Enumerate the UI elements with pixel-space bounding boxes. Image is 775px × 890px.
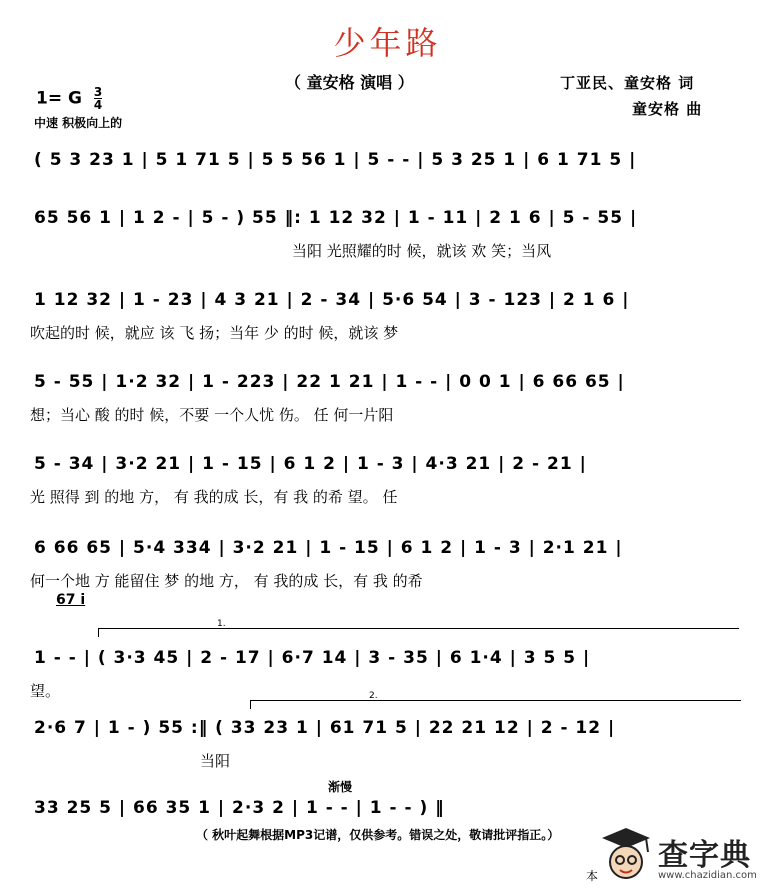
time-bottom: 4: [93, 98, 103, 112]
time-top: 3: [93, 85, 103, 99]
score-row-9-notes: 33 25 5 | 66 35 1 | 2·3 2 | 1 - - | 1 - - ) ‖: [34, 798, 445, 818]
score-row-8-notes: 2·6 7 | 1 - ) 55 :‖ ( 33 23 1 | 61 71 5 | 22 21 12 | 2 - 12 |: [34, 718, 616, 738]
score-row-8-lyrics: 当阳: [200, 752, 231, 770]
watermark-logo: [598, 826, 770, 888]
score-row-4-lyrics: 想；当心 酸 的时 候，不要 一个人忧 伤。 任 何一片阳: [30, 406, 394, 424]
grace-notes: 67 i: [56, 592, 86, 608]
score-row-3-notes: 1 12 32 | 1 - 23 | 4 3 21 | 2 - 34 | 5·6 54 | 3 - 123 | 2 1 6 |: [34, 290, 630, 310]
score-row-3-lyrics: 吹起的时 候，就应 该 飞 扬；当年 少 的时 候，就该 梦: [30, 324, 399, 342]
page-mark: 本: [586, 869, 599, 883]
score-row-2-lyrics: 当阳 光照耀的时 候，就该 欢 笑；当风: [292, 242, 552, 260]
watermark-url: www.chazidian.com: [658, 870, 757, 881]
volta-bracket-2: [250, 691, 741, 709]
score-row-6-notes: 6 66 65 | 5·4 334 | 3·2 21 | 1 - 15 | 6 1 2 | 1 - 3 | 2·1 21 |: [34, 538, 623, 558]
song-title: 少年路: [333, 24, 442, 62]
score-row-5-notes: 5 - 34 | 3·2 21 | 1 - 15 | 6 1 2 | 1 - 3 | 4·3 21 | 2 - 21 |: [34, 454, 587, 474]
volta-2-label: 2.: [369, 691, 378, 701]
time-signature: [94, 86, 102, 111]
tempo-marking: 中速 积极向上的: [34, 116, 123, 130]
performer-line: （ 童安格 演唱 ）: [285, 73, 414, 92]
composer-credit: 童安格 曲: [632, 100, 703, 118]
volta-1-label: 1.: [217, 619, 226, 629]
score-row-4-notes: 5 - 55 | 1·2 32 | 1 - 223 | 22 1 21 | 1 - - | 0 0 1 | 6 66 65 |: [34, 372, 625, 392]
key-label: 1= G: [36, 88, 82, 109]
transcription-note: （ 秋叶起舞根据MP3记谱，仅供参考。错误之处，敬请批评指正。）: [196, 828, 560, 842]
score-row-6-lyrics: 何一个地 方 能留住 梦 的地 方， 有 我的成 长，有 我 的希: [30, 572, 423, 590]
tempo-change-marking: 渐慢: [328, 780, 353, 794]
watermark-name: 查字典: [658, 838, 751, 873]
volta-bracket-1: [98, 619, 739, 637]
score-row-2-notes: 65 56 1 | 1 2 - | 5 - ) 55 ‖: 1 12 32 | 1 - 11 | 2 1 6 | 5 - 55 |: [34, 208, 638, 228]
key-signature: [36, 86, 102, 111]
score-row-7-lyrics: 望。: [30, 682, 61, 700]
lyricist-credit: 丁亚民、童安格 词: [560, 74, 695, 92]
graduate-mascot-icon: [598, 826, 654, 886]
score-row-7-notes: 1 - - | ( 3·3 45 | 2 - 17 | 6·7 14 | 3 - 35 | 6 1·4 | 3 5 5 |: [34, 648, 591, 668]
score-row-1-notes: ( 5 3 23 1 | 5 1 71 5 | 5 5 56 1 | 5 - - | 5 3 25 1 | 6 1 71 5 |: [34, 150, 637, 170]
score-row-5-lyrics: 光 照得 到 的地 方， 有 我的成 长，有 我 的希 望。 任: [30, 488, 398, 506]
